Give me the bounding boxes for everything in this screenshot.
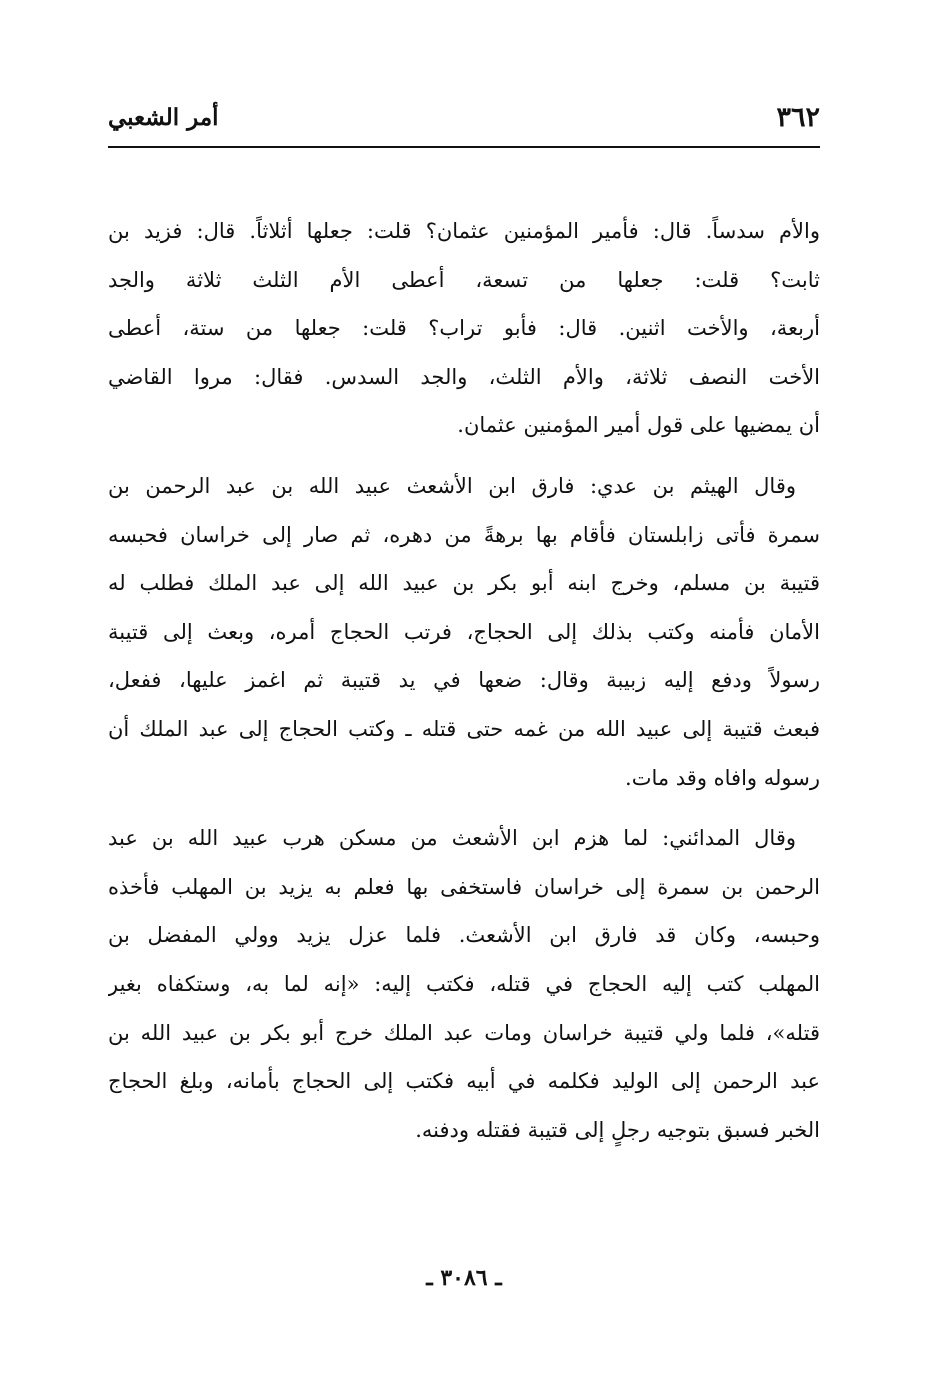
running-title: أمر الشعبي (108, 104, 219, 131)
text-line: وقال المدائني: لما هزم ابن الأشعث من مسكن هرب عبيد الله بن عبد (108, 826, 796, 851)
text-line: أربعة، والأخت اثنين. قال: فأبو تراب؟ قلت: جعلها من ستة، أعطى (108, 316, 820, 341)
running-header (108, 88, 820, 138)
paragraph (108, 462, 820, 802)
text-line: قتيبة بن مسلم، وخرج ابنه أبو بكر بن عبيد الله إلى عبد الملك فطلب له (108, 571, 820, 596)
page-footer-number: ـ ٣٠٨٦ ـ (426, 1265, 502, 1291)
page-number: ٣٦٢ (776, 102, 820, 133)
text-line: والأم سدساً. قال: فأمير المؤمنين عثمان؟ قلت: جعلها أثلاثاً. قال: فزيد بن (108, 219, 820, 243)
text-line: الخبر فسبق بتوجيه رجلٍ إلى قتيبة فقتله ودفنه. (415, 1117, 820, 1142)
text-line: فبعث قتيبة إلى عبيد الله من غمه حتى قتله ـ وكتب الحجاج إلى عبد الملك أن (108, 716, 820, 741)
header-divider (108, 146, 820, 148)
text-line: سمرة فأتى زابلستان فأقام بها برهةً من دهره، ثم صار إلى خراسان فحبسه (108, 522, 820, 547)
text-line: المهلب كتب إليه الحجاج في قتله، فكتب إليه: «إنه لما به، وستكفاه بغير (108, 971, 820, 996)
text-line: قتله»، فلما ولي قتيبة خراسان ومات عبد الملك خرج أبو بكر بن عبيد الله بن (108, 1020, 820, 1045)
text-line: وحبسه، وكان قد فارق ابن الأشعث. فلما عزل يزيد وولي المفضل بن (108, 923, 820, 948)
text-line: الرحمن بن سمرة إلى خراسان فاستخفى بها فعلم به يزيد بن المهلب فأخذه (108, 874, 820, 899)
body-text (108, 207, 820, 1166)
text-line: أن يمضيها على قول أمير المؤمنين عثمان. (457, 413, 820, 438)
paragraph (108, 814, 820, 1154)
text-line: وقال الهيثم بن عدي: فارق ابن الأشعث عبيد الله بن عبد الرحمن بن (108, 473, 796, 498)
text-line: الأخت النصف ثلاثة، والأم الثلث، والجد السدس. فقال: مروا القاضي (108, 364, 820, 389)
text-line: عبد الرحمن إلى الوليد فكلمه في أبيه فكتب إلى الحجاج بأمانه، وبلغ الحجاج (108, 1069, 820, 1094)
text-line: رسوله وافاه وقد مات. (625, 765, 820, 790)
text-line: رسولاً ودفع إليه زبيبة وقال: ضعها في يد قتيبة ثم اغمز عليها، ففعل، (108, 668, 820, 693)
paragraph (108, 207, 820, 450)
text-line: ثابت؟ قلت: جعلها من تسعة، أعطى الأم الثلث ثلاثة والجد (108, 267, 820, 292)
text-line: الأمان فأمنه وكتب بذلك إلى الحجاج، فرتب الحجاج أمره، وبعث إلى قتيبة (108, 619, 820, 644)
